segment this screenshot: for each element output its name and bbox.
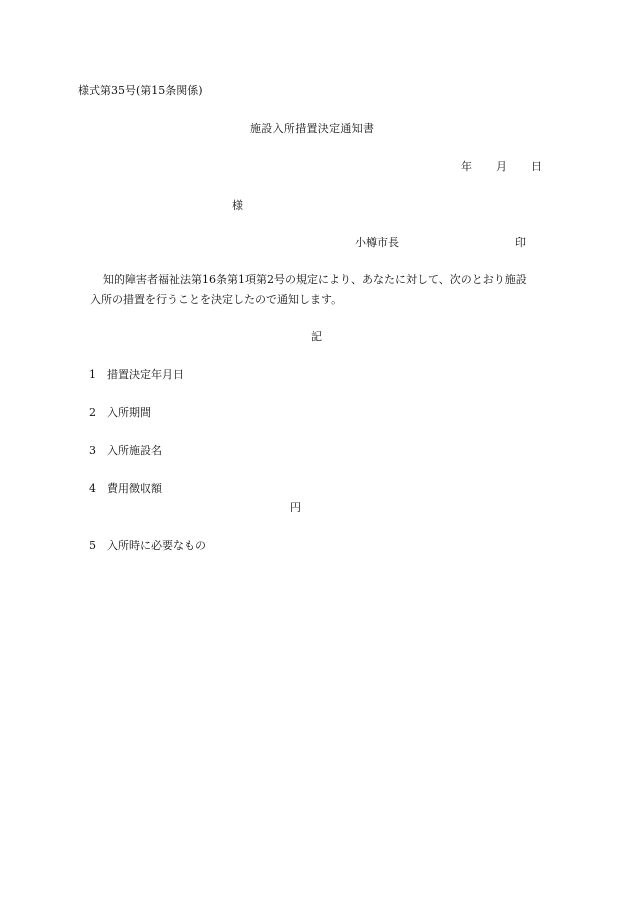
ki-heading: 記 <box>311 330 322 343</box>
addressee-honorific: 様 <box>232 199 243 212</box>
item-number: 1 <box>89 368 96 381</box>
year-label: 年 <box>461 160 472 173</box>
item-label: 入所施設名 <box>107 444 162 457</box>
item-label: 費用徴収額 <box>107 482 162 495</box>
notice-body <box>78 270 566 310</box>
list-item <box>89 444 162 458</box>
item-number: 2 <box>89 406 96 419</box>
notice-body-line-1: 知的障害者福祉法第16条第1項第2号の規定により、あなたに対して、次のとおり施設 <box>103 273 527 286</box>
month-label: 月 <box>496 160 507 173</box>
yen-unit: 円 <box>290 501 301 514</box>
list-item <box>89 368 184 382</box>
document-title: 施設入所措置決定通知書 <box>250 122 375 135</box>
list-item <box>89 482 162 496</box>
item-number: 4 <box>89 482 96 495</box>
list-item <box>89 406 151 420</box>
issuer-line <box>355 236 526 250</box>
notice-body-line-2: 入所の措置を行うことを決定したので通知します。 <box>90 293 343 306</box>
item-label: 措置決定年月日 <box>107 368 184 381</box>
item-label: 入所期間 <box>107 406 151 419</box>
issuer-name: 小樽市長 <box>355 236 399 249</box>
item-number: 5 <box>89 539 96 552</box>
list-item <box>89 539 206 553</box>
item-number: 3 <box>89 444 96 457</box>
form-number: 様式第35号(第15条関係) <box>78 84 203 97</box>
day-label: 日 <box>531 160 542 173</box>
item-label: 入所時に必要なもの <box>107 539 206 552</box>
date-line <box>461 160 542 174</box>
seal-mark: 印 <box>515 236 526 249</box>
